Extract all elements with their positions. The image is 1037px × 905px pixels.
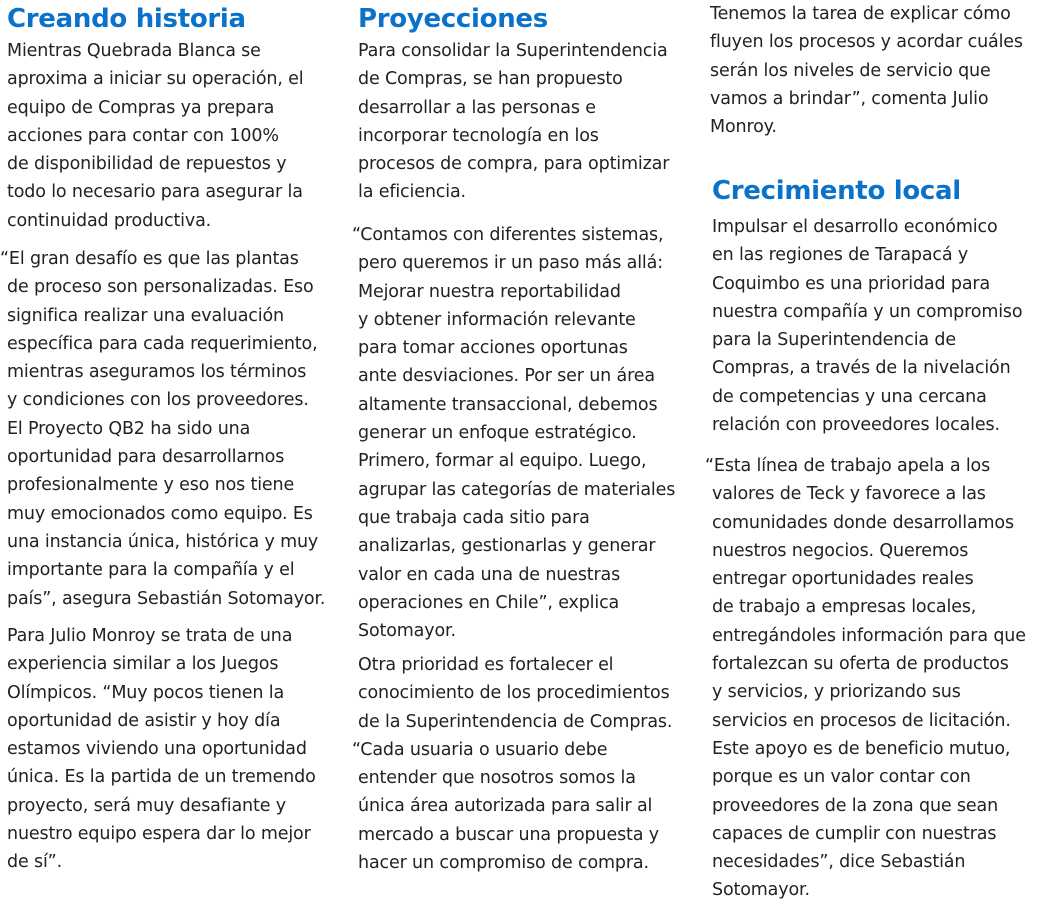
text-line: Coquimbo es una prioridad para xyxy=(712,273,991,294)
text-line: proyecto, será muy desafiante y xyxy=(7,795,286,816)
text-line: importante para la compañía y el xyxy=(7,560,295,581)
text-line: Para Julio Monroy se trata de una xyxy=(7,626,293,646)
text-line: El Proyecto QB2 ha sido una xyxy=(7,418,251,439)
text-line: conocimiento de los procedimientos xyxy=(358,683,670,704)
text-line: nuestro equipo espera dar lo mejor xyxy=(7,824,311,845)
paragraph-quote-sotomayor xyxy=(0,245,325,613)
text-line: procesos de compra, para optimizar xyxy=(358,154,670,175)
text-line: estamos viviendo una oportunidad xyxy=(7,739,307,760)
text-line: una instancia única, histórica y muy xyxy=(7,531,319,552)
text-line: de disponibilidad de repuestos y xyxy=(7,154,287,175)
text-line: Olímpicos. “Muy pocos tienen la xyxy=(7,682,285,703)
text-line: agrupar las categorías de materiales xyxy=(358,479,676,500)
text-line: entender que nosotros somos la xyxy=(358,768,636,789)
text-line: hacer un compromiso de compra. xyxy=(358,853,649,874)
text-line: Monroy. xyxy=(710,117,777,138)
text-line: muy emocionados como equipo. Es xyxy=(7,503,313,524)
text-line: generar un enfoque estratégico. xyxy=(358,423,637,444)
paragraph-monroy xyxy=(7,622,316,877)
text-line: en las regiones de Tarapacá y xyxy=(712,245,969,266)
paragraph-consolidar xyxy=(358,37,669,207)
text-line: Para consolidar la Superintendencia xyxy=(358,41,668,61)
text-line: y obtener información relevante xyxy=(358,309,636,330)
text-line: “Contamos con diferentes sistemas, xyxy=(352,225,664,245)
text-line: equipo de Compras ya prepara xyxy=(7,97,275,118)
text-line: de Compras, se han propuesto xyxy=(358,69,623,90)
text-line: analizarlas, gestionarlas y generar xyxy=(358,536,656,557)
text-line: operaciones en Chile”, explica xyxy=(358,592,620,613)
text-line: comunidades donde desarrollamos xyxy=(712,512,1014,533)
text-line: capaces de cumplir con nuestras xyxy=(712,823,997,844)
text-line: Primero, formar al equipo. Luego, xyxy=(358,451,647,472)
paragraph-continuation xyxy=(710,0,1023,141)
text-line: Tenemos la tarea de explicar cómo xyxy=(710,4,1011,24)
text-line: todo lo necesario para asegurar la xyxy=(7,182,303,203)
paragraph-quote-sistemas xyxy=(352,221,675,645)
section-heading-creando-historia: Creando historia xyxy=(7,4,246,34)
text-line: que trabaja cada sitio para xyxy=(358,507,590,528)
text-line: para la Superintendencia de xyxy=(712,330,956,351)
text-line: nuestra compañía y un compromiso xyxy=(712,301,1023,322)
text-line: “Cada usuaria o usuario debe xyxy=(352,739,608,760)
text-line: profesionalmente y eso nos tiene xyxy=(7,475,295,496)
paragraph-intro xyxy=(7,37,304,235)
text-line: altamente transaccional, debemos xyxy=(358,394,658,415)
text-line: oportunidad para desarrollarnos xyxy=(7,447,285,468)
text-line: entregándoles información para que xyxy=(712,625,1026,646)
text-line: de sí”. xyxy=(7,852,62,873)
text-line: de proceso son personalizadas. Eso xyxy=(7,277,314,298)
text-line: de la Superintendencia de Compras. xyxy=(358,711,673,732)
text-line: servicios en procesos de licitación. xyxy=(712,710,1011,731)
paragraph-quote-teck xyxy=(705,452,1026,905)
text-line: Impulsar el desarrollo económico xyxy=(712,217,998,237)
text-line: proveedores de la zona que sean xyxy=(712,795,999,816)
text-line: y servicios, y priorizando sus xyxy=(712,682,961,703)
text-line: “El gran desafío es que las plantas xyxy=(0,249,299,269)
text-line: vamos a brindar”, comenta Julio xyxy=(710,88,989,109)
text-line: pero queremos ir un paso más allá: xyxy=(358,253,663,274)
text-line: de trabajo a empresas locales, xyxy=(712,597,977,618)
text-line: Este apoyo es de beneficio mutuo, xyxy=(712,738,1011,759)
text-line: Sotomayor. xyxy=(358,621,456,642)
text-line: valor en cada una de nuestras xyxy=(358,564,621,585)
text-line: Mejorar nuestra reportabilidad xyxy=(358,281,621,302)
text-line: única área autorizada para salir al xyxy=(358,796,653,817)
text-line: valores de Teck y favorece a las xyxy=(712,484,986,505)
text-line: serán los niveles de servicio que xyxy=(710,60,991,81)
text-line: de competencias y una cercana xyxy=(712,386,987,407)
text-line: porque es un valor contar con xyxy=(712,767,971,788)
text-line: aproxima a iniciar su operación, el xyxy=(7,69,304,90)
text-line: Compras, a través de la nivelación xyxy=(712,358,1011,379)
text-line: la eficiencia. xyxy=(358,182,466,203)
text-line: entregar oportunidades reales xyxy=(712,569,974,590)
paragraph-impulsar xyxy=(712,213,1022,439)
text-line: significa realizar una evaluación xyxy=(7,305,284,326)
text-line: Sotomayor. xyxy=(712,880,810,901)
text-line: continuidad productiva. xyxy=(7,210,212,231)
text-line: y condiciones con los proveedores. xyxy=(7,390,309,411)
text-line: fortalezcan su oferta de productos xyxy=(712,654,1009,675)
text-line: oportunidad de asistir y hoy día xyxy=(7,710,281,731)
text-line: fluyen los procesos y acordar cuáles xyxy=(710,32,1023,53)
paragraph-prioridad xyxy=(352,651,672,877)
text-line: “Esta línea de trabajo apela a los xyxy=(705,456,991,476)
text-line: específica para cada requerimiento, xyxy=(7,333,318,354)
text-line: experiencia similar a los Juegos xyxy=(7,654,279,675)
text-line: mientras aseguramos los términos xyxy=(7,362,307,383)
text-line: acciones para contar con 100% xyxy=(7,125,279,146)
section-heading-proyecciones: Proyecciones xyxy=(358,4,548,34)
text-line: Mientras Quebrada Blanca se xyxy=(7,41,261,61)
text-line: Otra prioridad es fortalecer el xyxy=(358,655,614,675)
text-line: mercado a buscar una propuesta y xyxy=(358,824,659,845)
text-line: desarrollar a las personas e xyxy=(358,97,596,118)
text-line: necesidades”, dice Sebastián xyxy=(712,852,966,873)
text-line: ante desviaciones. Por ser un área xyxy=(358,366,655,387)
text-line: país”, asegura Sebastián Sotomayor. xyxy=(7,588,326,609)
section-heading-crecimiento-local: Crecimiento local xyxy=(712,176,961,206)
text-line: relación con proveedores locales. xyxy=(712,415,1000,436)
text-line: única. Es la partida de un tremendo xyxy=(7,767,316,788)
text-line: incorporar tecnología en los xyxy=(358,125,599,146)
text-line: nuestros negocios. Queremos xyxy=(712,540,969,561)
text-line: para tomar acciones oportunas xyxy=(358,338,628,359)
